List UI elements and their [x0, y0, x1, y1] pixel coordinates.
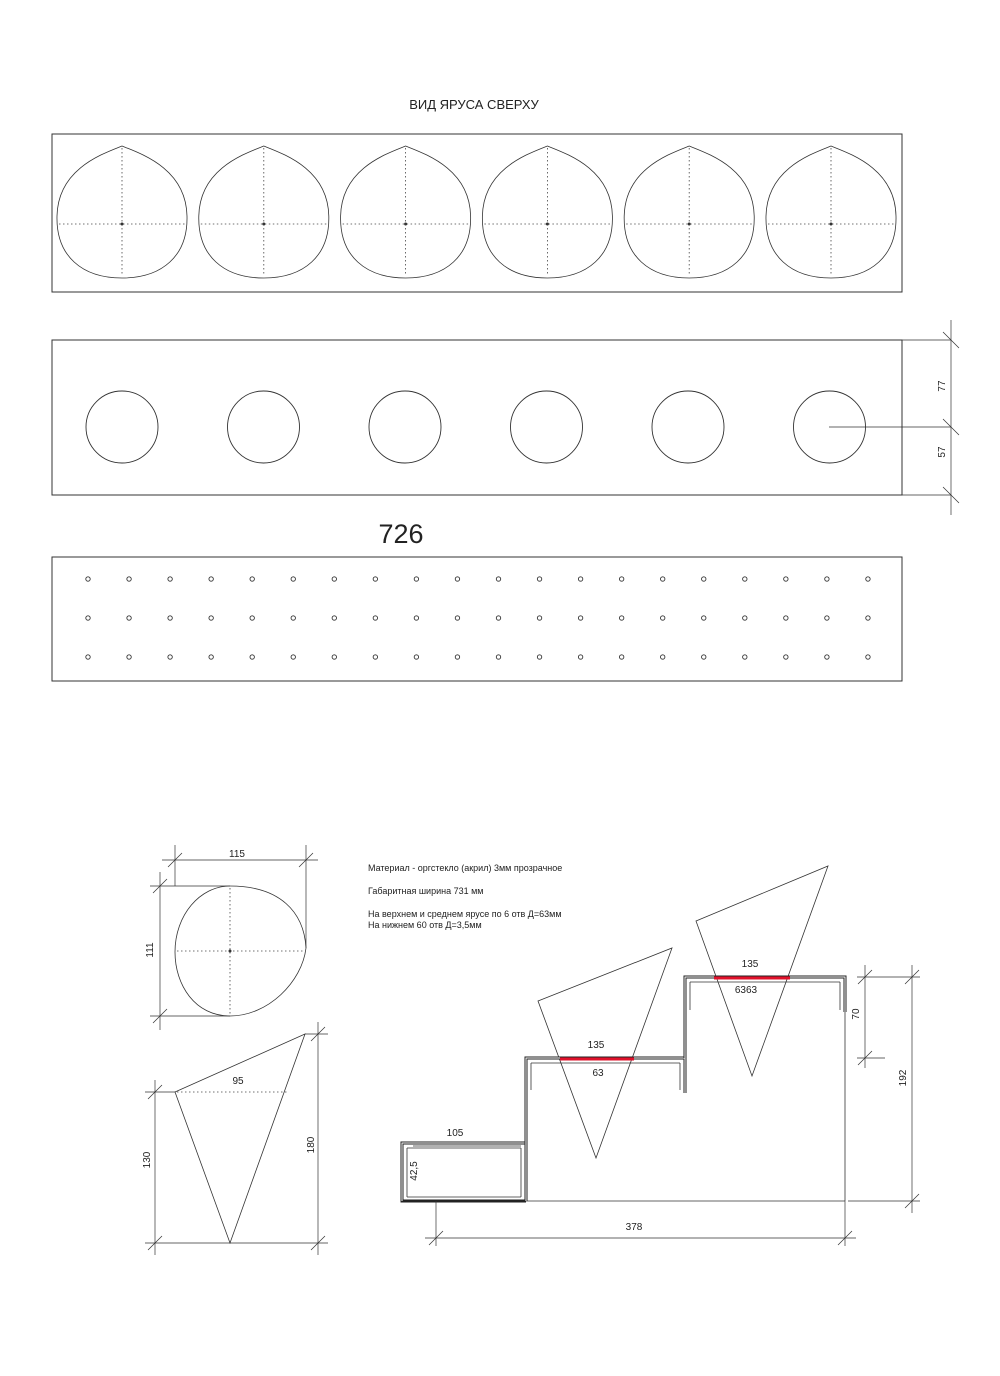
note-holes-lower: На нижнем 60 отв Д=3,5мм: [368, 920, 482, 930]
top-cone-outline: [696, 866, 828, 1076]
dim-label-115: 115: [229, 849, 245, 860]
cone-center-point: [688, 223, 691, 226]
drawing-title: ВИД ЯРУСА СВЕРХУ: [409, 97, 539, 112]
dim-label-135-middle: 135: [587, 1040, 605, 1051]
note-overall-width: Габаритная ширина 731 мм: [368, 886, 484, 896]
cone-top-view: [145, 845, 318, 1030]
note-holes-upper: На верхнем и среднем ярусе по 6 отв Д=63мм: [368, 909, 562, 919]
cone-center-point: [546, 223, 549, 226]
cone-center-point: [262, 223, 265, 226]
top-step-wall-inner: [685, 977, 845, 1058]
dim-label-57: 57: [937, 446, 948, 458]
middle-step-wall-inner: [526, 1058, 685, 1201]
top-tier-panel: [52, 134, 902, 292]
middle-step-wall: [526, 1058, 685, 1201]
middle-cone-outline: [538, 948, 672, 1158]
dim-label-180: 180: [306, 1136, 317, 1154]
cone-side-view: [142, 1022, 328, 1255]
dim-label-77: 77: [937, 380, 948, 392]
material-notes: [368, 863, 562, 930]
cone-side-outline: [175, 1034, 305, 1243]
lower-step-wall: [402, 1143, 526, 1201]
bottom-tier-panel: [52, 557, 902, 681]
dim-label-192: 192: [898, 1069, 909, 1087]
cone-center-point: [121, 223, 124, 226]
dim-label-378: 378: [625, 1222, 643, 1233]
dim-label-70: 70: [851, 1008, 862, 1020]
dim-label-95: 95: [232, 1076, 244, 1087]
dim-label-105: 105: [446, 1128, 464, 1139]
dim-label-130: 130: [142, 1151, 153, 1169]
dim-label-42-5: 42,5: [409, 1161, 420, 1181]
dim-label-135-top: 135: [741, 959, 759, 970]
middle-tier-panel: [52, 340, 902, 495]
cone-center-point: [404, 223, 407, 226]
dim-label-111: 111: [145, 942, 156, 958]
width-label: 726: [378, 519, 424, 549]
top-step-wall: [685, 977, 845, 1058]
note-material: Материал - оргстекло (акрил) 3мм прозрачное: [368, 863, 563, 873]
dim-label-63-middle: 63: [592, 1068, 604, 1079]
cone-center-point: [830, 223, 833, 226]
dim-label-63-top: 6363: [734, 985, 758, 996]
cone-center-point: [229, 950, 232, 953]
lower-step-wall-inner: [402, 1143, 525, 1201]
